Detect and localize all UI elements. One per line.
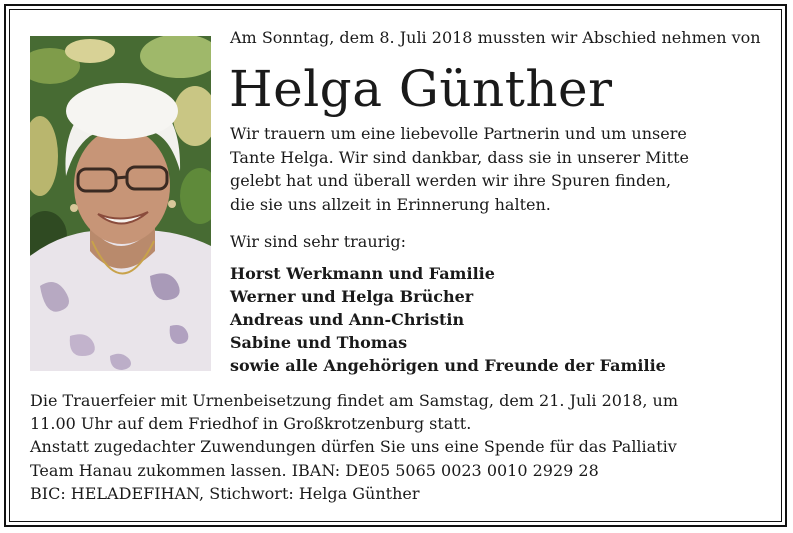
mourning-heading: Wir sind sehr traurig: — [230, 232, 407, 251]
paragraph-line: Wir trauern um eine liebevolle Partnerin und um unsere — [230, 124, 687, 143]
deceased-name: Helga Günther — [229, 60, 613, 118]
mourner-entry: Andreas und Ann-Christin — [230, 310, 465, 329]
mourners-list — [230, 262, 666, 377]
mourner-entry: Horst Werkmann und Familie — [230, 264, 495, 283]
details-line: BIC: HELADEFIHAN, Stichwort: Helga Günther — [30, 483, 420, 503]
details-line: 11.00 Uhr auf dem Friedhof in Großkrotzenburg statt. — [30, 414, 472, 434]
portrait-photo — [30, 36, 211, 371]
intro-line: Am Sonntag, dem 8. Juli 2018 mussten wir Abschied nehmen von — [230, 28, 761, 47]
tribute-paragraph — [230, 122, 770, 216]
details-line: Anstatt zugedachter Zuwendungen dürfen Sie uns eine Spende für das Palliativ — [30, 437, 677, 457]
details-line: Team Hanau zukommen lassen. IBAN: DE05 5065 0023 0010 2929 28 — [30, 460, 599, 480]
paragraph-line: die sie uns allzeit in Erinnerung halten. — [230, 194, 551, 214]
mourner-entry: Sabine und Thomas — [230, 333, 408, 352]
paragraph-line: Tante Helga. Wir sind dankbar, dass sie in unserer Mitte — [230, 147, 689, 167]
paragraph-line: gelebt hat und überall werden wir ihre Spuren finden, — [230, 171, 672, 190]
mourner-entry: Werner und Helga Brücher — [230, 287, 474, 306]
details-line: Die Trauerfeier mit Urnenbeisetzung findet am Samstag, dem 21. Juli 2018, um — [30, 391, 678, 410]
mourner-entry: sowie alle Angehörigen und Freunde der Familie — [230, 356, 666, 375]
funeral-details — [30, 389, 678, 505]
